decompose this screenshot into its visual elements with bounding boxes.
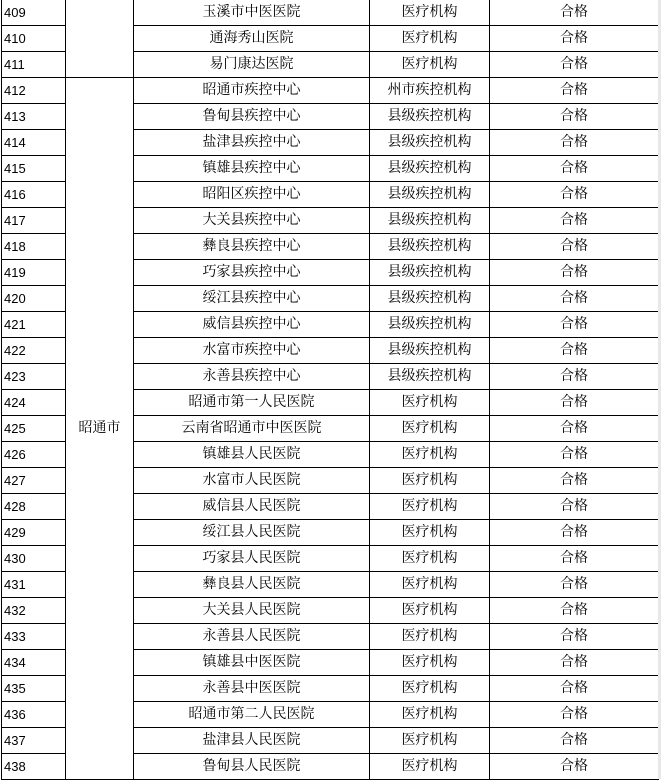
institution-name: 易门康达医院 bbox=[134, 52, 370, 78]
institution-name: 镇雄县人民医院 bbox=[134, 442, 370, 468]
test-result: 合格 bbox=[490, 234, 659, 260]
test-result: 合格 bbox=[490, 624, 659, 650]
test-result: 合格 bbox=[490, 390, 659, 416]
row-number: 423 bbox=[2, 364, 66, 390]
row-number: 436 bbox=[2, 702, 66, 728]
test-result: 合格 bbox=[490, 468, 659, 494]
institution-name: 镇雄县中医医院 bbox=[134, 650, 370, 676]
test-result: 合格 bbox=[490, 130, 659, 156]
institution-type: 医疗机构 bbox=[370, 26, 490, 52]
institution-type: 县级疾控机构 bbox=[370, 312, 490, 338]
institution-name: 彝良县疾控中心 bbox=[134, 234, 370, 260]
institution-name: 通海秀山医院 bbox=[134, 26, 370, 52]
institution-name: 昭阳区疾控中心 bbox=[134, 182, 370, 208]
row-number: 430 bbox=[2, 546, 66, 572]
institution-type: 医疗机构 bbox=[370, 598, 490, 624]
test-result: 合格 bbox=[490, 312, 659, 338]
test-result: 合格 bbox=[490, 494, 659, 520]
row-number: 433 bbox=[2, 624, 66, 650]
test-result: 合格 bbox=[490, 728, 659, 754]
row-number: 419 bbox=[2, 260, 66, 286]
test-result: 合格 bbox=[490, 598, 659, 624]
institution-name: 威信县人民医院 bbox=[134, 494, 370, 520]
institution-type: 州市疾控机构 bbox=[370, 78, 490, 104]
city-cell: 昭通市 bbox=[66, 78, 134, 780]
institution-type: 县级疾控机构 bbox=[370, 156, 490, 182]
institution-type: 医疗机构 bbox=[370, 520, 490, 546]
institution-name: 绥江县人民医院 bbox=[134, 520, 370, 546]
table-row bbox=[2, 0, 659, 26]
row-number: 418 bbox=[2, 234, 66, 260]
row-number: 412 bbox=[2, 78, 66, 104]
institution-type: 医疗机构 bbox=[370, 624, 490, 650]
row-number: 420 bbox=[2, 286, 66, 312]
row-number: 437 bbox=[2, 728, 66, 754]
row-number: 421 bbox=[2, 312, 66, 338]
test-result: 合格 bbox=[490, 364, 659, 390]
institution-type: 医疗机构 bbox=[370, 52, 490, 78]
institution-type: 医疗机构 bbox=[370, 728, 490, 754]
institution-name: 水富市疾控中心 bbox=[134, 338, 370, 364]
row-number: 435 bbox=[2, 676, 66, 702]
institution-name: 巧家县人民医院 bbox=[134, 546, 370, 572]
institution-type: 县级疾控机构 bbox=[370, 338, 490, 364]
institution-name: 彝良县人民医院 bbox=[134, 572, 370, 598]
test-result: 合格 bbox=[490, 572, 659, 598]
institution-name: 巧家县疾控中心 bbox=[134, 260, 370, 286]
test-result: 合格 bbox=[490, 156, 659, 182]
test-result: 合格 bbox=[490, 78, 659, 104]
table-row bbox=[2, 78, 659, 104]
institution-type: 县级疾控机构 bbox=[370, 182, 490, 208]
institution-type: 县级疾控机构 bbox=[370, 130, 490, 156]
institution-type: 县级疾控机构 bbox=[370, 364, 490, 390]
institution-name: 盐津县人民医院 bbox=[134, 728, 370, 754]
row-number: 438 bbox=[2, 754, 66, 780]
institution-type: 医疗机构 bbox=[370, 416, 490, 442]
row-number: 425 bbox=[2, 416, 66, 442]
institution-name: 大关县疾控中心 bbox=[134, 208, 370, 234]
institution-type: 医疗机构 bbox=[370, 390, 490, 416]
row-number: 416 bbox=[2, 182, 66, 208]
test-result: 合格 bbox=[490, 0, 659, 26]
institution-name: 大关县人民医院 bbox=[134, 598, 370, 624]
test-result: 合格 bbox=[490, 104, 659, 130]
results-table bbox=[1, 0, 659, 780]
institution-name: 盐津县疾控中心 bbox=[134, 130, 370, 156]
institution-name: 昭通市第二人民医院 bbox=[134, 702, 370, 728]
city-cell-prev bbox=[66, 0, 134, 78]
row-number: 432 bbox=[2, 598, 66, 624]
row-number: 413 bbox=[2, 104, 66, 130]
row-number: 415 bbox=[2, 156, 66, 182]
row-number: 434 bbox=[2, 650, 66, 676]
test-result: 合格 bbox=[490, 416, 659, 442]
institution-type: 医疗机构 bbox=[370, 702, 490, 728]
institution-type: 医疗机构 bbox=[370, 676, 490, 702]
test-result: 合格 bbox=[490, 702, 659, 728]
test-result: 合格 bbox=[490, 286, 659, 312]
institution-type: 县级疾控机构 bbox=[370, 234, 490, 260]
row-number: 426 bbox=[2, 442, 66, 468]
test-result: 合格 bbox=[490, 546, 659, 572]
results-table-body bbox=[2, 0, 659, 780]
institution-name: 云南省昭通市中医医院 bbox=[134, 416, 370, 442]
test-result: 合格 bbox=[490, 26, 659, 52]
row-number: 429 bbox=[2, 520, 66, 546]
institution-name: 昭通市疾控中心 bbox=[134, 78, 370, 104]
row-number: 417 bbox=[2, 208, 66, 234]
test-result: 合格 bbox=[490, 754, 659, 780]
institution-type: 医疗机构 bbox=[370, 442, 490, 468]
institution-type: 医疗机构 bbox=[370, 546, 490, 572]
institution-name: 永善县中医医院 bbox=[134, 676, 370, 702]
institution-type: 医疗机构 bbox=[370, 572, 490, 598]
test-result: 合格 bbox=[490, 338, 659, 364]
institution-type: 医疗机构 bbox=[370, 0, 490, 26]
test-result: 合格 bbox=[490, 52, 659, 78]
test-result: 合格 bbox=[490, 260, 659, 286]
institution-name: 永善县人民医院 bbox=[134, 624, 370, 650]
institution-type: 医疗机构 bbox=[370, 650, 490, 676]
institution-name: 镇雄县疾控中心 bbox=[134, 156, 370, 182]
row-number: 422 bbox=[2, 338, 66, 364]
test-result: 合格 bbox=[490, 208, 659, 234]
institution-name: 鲁甸县人民医院 bbox=[134, 754, 370, 780]
institution-name: 永善县疾控中心 bbox=[134, 364, 370, 390]
institution-type: 医疗机构 bbox=[370, 468, 490, 494]
institution-type: 县级疾控机构 bbox=[370, 286, 490, 312]
row-number: 414 bbox=[2, 130, 66, 156]
row-number: 431 bbox=[2, 572, 66, 598]
institution-name: 水富市人民医院 bbox=[134, 468, 370, 494]
institution-name: 鲁甸县疾控中心 bbox=[134, 104, 370, 130]
test-result: 合格 bbox=[490, 676, 659, 702]
row-number: 428 bbox=[2, 494, 66, 520]
row-number: 411 bbox=[2, 52, 66, 78]
test-result: 合格 bbox=[490, 182, 659, 208]
row-number: 424 bbox=[2, 390, 66, 416]
test-result: 合格 bbox=[490, 520, 659, 546]
institution-name: 玉溪市中医医院 bbox=[134, 0, 370, 26]
test-result: 合格 bbox=[490, 650, 659, 676]
institution-name: 绥江县疾控中心 bbox=[134, 286, 370, 312]
institution-type: 县级疾控机构 bbox=[370, 104, 490, 130]
institution-type: 县级疾控机构 bbox=[370, 260, 490, 286]
institution-type: 医疗机构 bbox=[370, 754, 490, 780]
row-number: 409 bbox=[2, 0, 66, 26]
row-number: 410 bbox=[2, 26, 66, 52]
institution-type: 县级疾控机构 bbox=[370, 208, 490, 234]
institution-type: 医疗机构 bbox=[370, 494, 490, 520]
institution-name: 威信县疾控中心 bbox=[134, 312, 370, 338]
row-number: 427 bbox=[2, 468, 66, 494]
test-result: 合格 bbox=[490, 442, 659, 468]
institution-name: 昭通市第一人民医院 bbox=[134, 390, 370, 416]
